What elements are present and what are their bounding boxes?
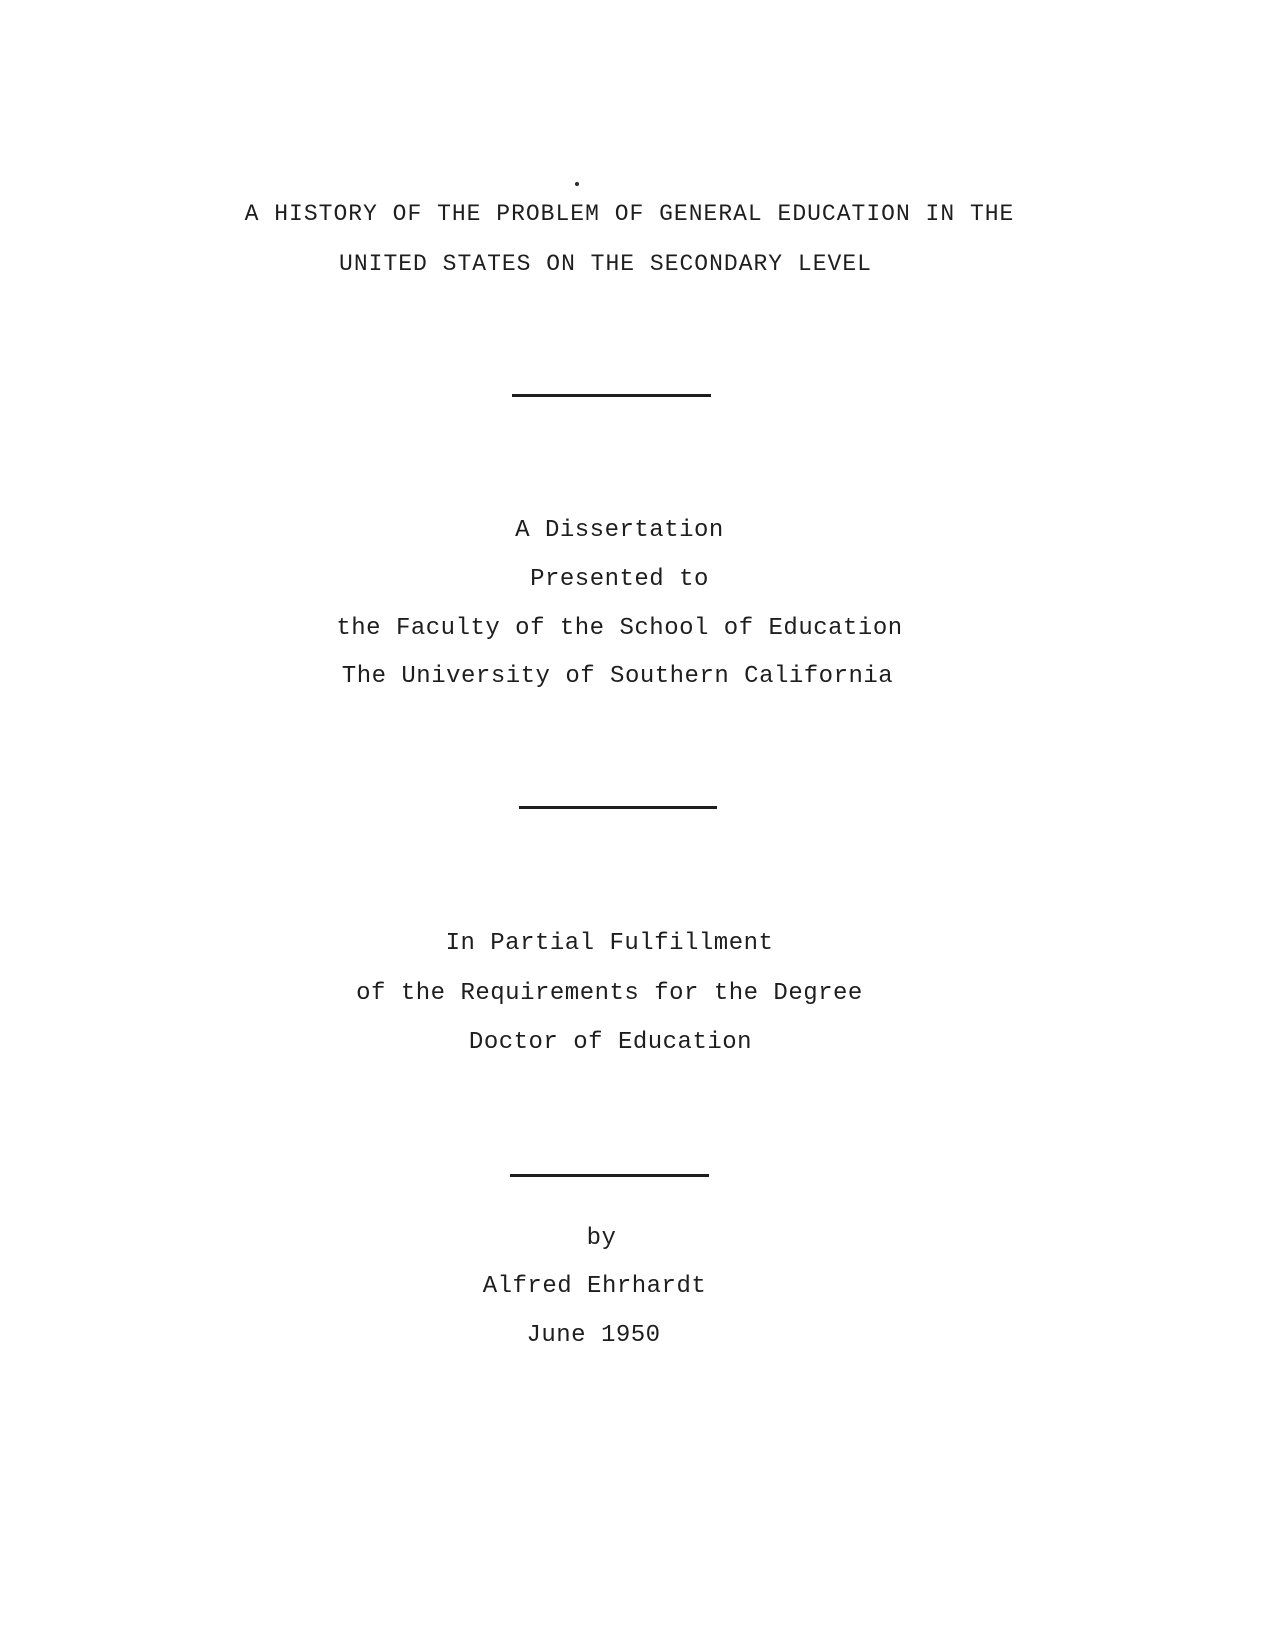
dissertation-label: A Dissertation xyxy=(515,517,724,544)
title-line-1: A HISTORY OF THE PROBLEM OF GENERAL EDUCATION IN THE xyxy=(244,201,1015,227)
university-name: The University of Southern California xyxy=(341,663,894,690)
author-name: Alfred Ehrhardt xyxy=(482,1273,707,1300)
by-label: by xyxy=(586,1225,617,1252)
presented-to: Presented to xyxy=(530,566,709,593)
fulfillment-line-1: In Partial Fulfillment xyxy=(445,930,774,957)
divider-rule xyxy=(512,394,711,397)
ink-speck xyxy=(575,182,579,186)
divider-rule xyxy=(510,1174,709,1177)
fulfillment-line-2: of the Requirements for the Degree xyxy=(356,980,863,1007)
faculty-line: the Faculty of the School of Education xyxy=(336,615,903,642)
degree-name: Doctor of Education xyxy=(468,1029,753,1056)
submission-date: June 1950 xyxy=(526,1322,661,1349)
title-line-2: UNITED STATES ON THE SECONDARY LEVEL xyxy=(339,251,872,277)
divider-rule xyxy=(519,806,717,809)
